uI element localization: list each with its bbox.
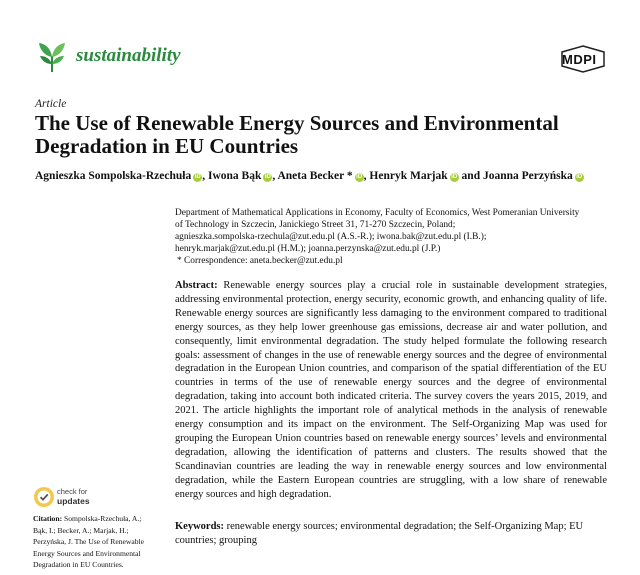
keywords-text: renewable energy sources; environmental degradation; the Self-Organizing Map; EU countries; grouping <box>175 521 584 546</box>
author-name[interactable]: Henryk Marjak <box>369 170 448 182</box>
author-name[interactable]: Joanna Perzyńska <box>482 170 573 182</box>
check-updates-line-2: updates <box>57 496 90 506</box>
author-name[interactable]: Aneta Becker * <box>277 170 353 182</box>
leaf-plant-icon <box>35 40 69 74</box>
citation-line: Perzyńska, J. The Use of Renewable <box>33 537 144 546</box>
affiliation-block <box>175 207 615 267</box>
citation-line: Energy Sources and Environmental <box>33 548 141 558</box>
author-separator: , <box>202 170 208 182</box>
title-line-2: Degradation in EU Countries <box>35 134 299 158</box>
citation-line: Bąk, I.; Becker, A.; Marjak, H.; <box>33 525 129 535</box>
affiliation-line: Department of Mathematical Applications in Economy, Faculty of Economics, West Pomeranian University <box>175 208 580 218</box>
article-type: Article <box>35 98 67 110</box>
publisher-name: MDPI <box>562 52 597 67</box>
keywords <box>175 520 607 548</box>
author-emails[interactable]: agnieszka.sompolska-rzechula@zut.edu.pl (A.S.-R.); iwona.bak@zut.edu.pl (I.B.); <box>175 232 487 242</box>
orcid-icon[interactable]: iD <box>264 174 271 180</box>
abstract-text: Renewable energy sources play a crucial role in sustainable development strategies, addressing environmental protection, energy security, economic growth, and enhancing quality of life. Renewable energy sources are significantly less damaging to the environment compared to traditional energy sources, as they help lower greenhouse gas emissions, decrease air and water pollution, and consequently, limit environmental degradation. The study helped formulate the following research goals: assessment of changes in the use of renewable energy sources and the degree of environmental degradation in the European Union countries, and comparison of the spatial differentiation of the EU countries in terms of the use of renewable energy sources and the degree of environmental degradation, taking into account both indicated criteria. The survey covers the years 2015, 2019, and 2021. The article highlights the important role of analytical methods in the analysis of renewable energy consumption and its impact on the environment. The Self-Organizing Map was used for grouping the European Union countries based on renewable energy sources’ levels and environmental degradation, allowing the identification of patterns and clusters. The results showed that the Scandinavian countries are leading the way in renewable energy sources and low environmental degradation, while the Eastern European countries are struggling, with a low share of renewable energy sources and high degradation. <box>175 280 607 500</box>
author-emails[interactable]: henryk.marjak@zut.edu.pl (H.M.); joanna.perzynska@zut.edu.pl (J.P.) <box>175 244 441 254</box>
abstract-label: Abstract: <box>175 280 218 291</box>
journal-name: sustainability <box>76 45 181 66</box>
article-title <box>35 112 615 158</box>
author-separator: , <box>272 170 278 182</box>
author-name[interactable]: Iwona Bąk <box>207 170 262 182</box>
orcid-icon[interactable]: iD <box>451 174 458 180</box>
title-line-1: The Use of Renewable Energy Sources and Environmental <box>35 111 559 135</box>
author-separator: , <box>363 170 370 182</box>
citation-label: Citation: <box>33 514 63 523</box>
citation-line: Sompolska-Rzechuła, A.; <box>64 514 142 523</box>
orcid-icon[interactable]: iD <box>356 174 363 180</box>
orcid-icon[interactable]: iD <box>576 174 583 180</box>
citation-block <box>33 513 163 571</box>
author-list <box>35 170 584 182</box>
check-for-updates-button[interactable] <box>33 486 153 510</box>
check-updates-icon <box>33 486 55 508</box>
author-separator: and <box>458 170 483 182</box>
orcid-icon[interactable]: iD <box>194 174 201 180</box>
check-updates-line-1: check for <box>57 487 88 496</box>
abstract <box>175 279 607 502</box>
keywords-label: Keywords: <box>175 521 224 532</box>
author-name[interactable]: Agnieszka Sompolska-Rzechuła <box>35 170 192 182</box>
citation-line: Degradation in EU Countries. <box>33 560 124 569</box>
correspondence[interactable]: * Correspondence: aneta.becker@zut.edu.pl <box>177 256 343 266</box>
affiliation-line: of Technology in Szczecin, Janickiego Street 31, 71-270 Szczecin, Poland; <box>175 220 456 230</box>
